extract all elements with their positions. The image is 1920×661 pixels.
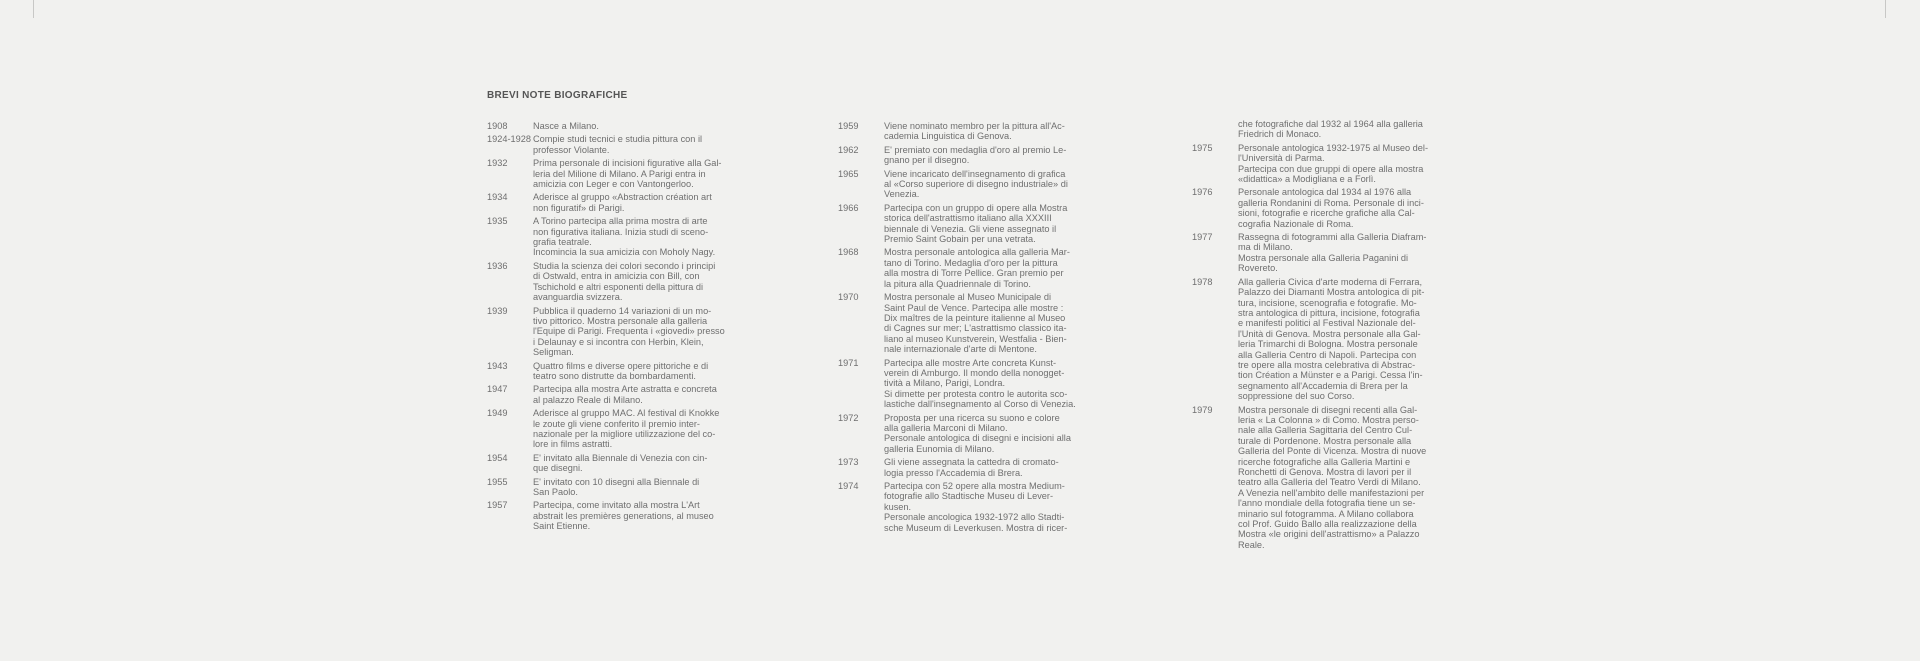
page-title: BREVI NOTE BIOGRAFICHE <box>487 90 628 101</box>
bio-entry <box>487 500 737 531</box>
column-2 <box>838 121 1088 536</box>
bio-year: 1965 <box>838 168 859 179</box>
bio-year: 1978 <box>1192 276 1213 287</box>
bio-year: 1949 <box>487 408 508 419</box>
bio-text: Partecipa con un gruppo di opere alla Mostra storica dell'astrattismo italiano alla XXXIII biennale di Venezia. Gli viene assegnato il Premio Saint Gobain per una vetrata. <box>884 202 1068 245</box>
bio-text: Mostra personale di disegni recenti alla Gal- leria « La Colonna » di Como. Mostra perso- nale alla Galleria Sagittaria del Centro Cul- turale di Pordenone. Mostra personale alla Galleria del Ponte di Vicenza. Mostra di nuove ricerche fotografiche alla Galleria Martini e Ronchetti di Genova. Mostra di lavori per il teatro alla Galleria del Teatro Verdi di Milano. A Venezia nell'ambito delle manifestazioni per l'anno mondiale della fotografia tiene un se- minario sul fotogramma. A Milano collabora col Prof. Guido Ballo alla realizzazione della Mostra «le origini dell'astrattismo» a Palazzo Reale. <box>1238 404 1427 550</box>
bio-entry <box>487 361 737 382</box>
bio-year: 1924-1928 <box>487 134 531 145</box>
bio-text: Viene nominato membro per la pittura all'Ac- cademia Linguistica di Genova. <box>884 121 1065 142</box>
bio-entry <box>838 169 1088 200</box>
bio-text: Prima personale di incisioni figurative alla Gal- leria del Milione di Milano. A Parigi entra in amicizia con Leger e con Vantongerloo. <box>533 158 722 190</box>
bio-text: Mostra personale al Museo Municipale di Saint Paul de Vence. Partecipa alle mostre : Dix maîtres de la peinture italienne al Museo di Cagnes sur mer; L'astrattismo classico ita- liano al museo Kunstverein, Westfalia - Bien- nale internazionale d'arte di Mentone. <box>884 292 1067 355</box>
bio-entry <box>1192 232 1442 274</box>
bio-text: Rassegna di fotogrammi alla Galleria Diafram- ma di Milano. Mostra personale alla Galleria Paganini di Rovereto. <box>1238 232 1427 274</box>
bio-entry <box>838 203 1088 245</box>
bio-text: Studia la scienza dei colori secondo i principi di Ostwald, entra in amicizia con Bill, con Tschichold e altri esponenti della pittura di avanguardia svizzera. <box>533 260 716 303</box>
bio-text: Aderisce al gruppo «Abstraction création art non figuratif» di Parigi. <box>533 192 712 213</box>
bio-year: 1908 <box>487 121 508 131</box>
bio-entry <box>838 292 1088 354</box>
bio-text: Viene incaricato dell'insegnamento di grafica al «Corso superiore di disegno industriale» di Venezia. <box>884 168 1068 200</box>
bio-year: 1954 <box>487 452 508 463</box>
bio-year: 1974 <box>838 481 859 491</box>
bio-text: Proposta per una ricerca su suono e colore alla galleria Marconi di Milano. Personale antologica di disegni e incisioni alla galleria Eunomia di Milano. <box>884 412 1071 454</box>
bio-year: 1976 <box>1192 187 1213 198</box>
bio-entry <box>487 158 737 189</box>
bio-text: che fotografiche dal 1932 al 1964 alla galleria Friedrich di Monaco. <box>1238 119 1423 140</box>
bio-entry <box>838 481 1088 533</box>
bio-entry <box>487 192 737 213</box>
bio-entry <box>487 453 737 474</box>
bio-text: Aderisce al gruppo MAC. Al festival di Knokke le zoute gli viene conferito il premio inter- nazionale per la migliore utilizzazione del co- lore in films astratti. <box>533 408 720 450</box>
bio-year: 1955 <box>487 476 508 487</box>
bio-year: 1962 <box>838 144 859 155</box>
bio-year: 1975 <box>1192 142 1213 153</box>
bio-year: 1968 <box>838 247 859 258</box>
bio-year: 1971 <box>838 357 859 368</box>
bio-text: Quattro films e diverse opere pittoriche e di teatro sono distrutte da bombardamenti. <box>533 360 709 381</box>
bio-year: 1977 <box>1192 232 1213 243</box>
bio-year: 1957 <box>487 500 508 511</box>
bio-text: Partecipa alla mostra Arte astratta e concreta al palazzo Reale di Milano. <box>533 384 717 405</box>
bio-year: 1935 <box>487 216 508 227</box>
bio-text: A Torino partecipa alla prima mostra di arte non figurativa italiana. Inizia studi di sceno- grafia teatrale. Incomincia la sua amicizia con Moholy Nagy. <box>533 216 716 258</box>
bio-entry <box>838 413 1088 455</box>
bio-text: E' invitato alla Biennale di Venezia con cin- que disegni. <box>533 452 708 474</box>
bio-year: 1966 <box>838 202 859 213</box>
column-3 <box>1192 119 1442 553</box>
bio-text: Partecipa, come invitato alla mostra L'Art abstrait les premières generations, al museo Saint Etienne. <box>533 500 714 532</box>
bio-text: Partecipa con 52 opere alla mostra Medium- fotografie allo Stadtische Museu di Lever- kusen. Personale ancologica 1932-1972 allo Stadti- sche Museum di Leverkusen. Mostra di ricer- <box>884 481 1068 533</box>
crop-mark-left <box>33 0 34 18</box>
bio-entry <box>1192 405 1442 551</box>
bio-year: 1979 <box>1192 404 1213 415</box>
bio-entry <box>838 121 1088 142</box>
bio-text: Personale antologica 1932-1975 al Museo del- l'Università di Parma. Partecipa con due gruppi di opere alla mostra «didattica» a Modigliana e a Forlì. <box>1238 142 1429 185</box>
bio-entry <box>487 306 737 358</box>
bio-entry <box>487 261 737 303</box>
bio-year: 1939 <box>487 305 508 316</box>
bio-entry <box>838 145 1088 166</box>
bio-text: Personale antologica dal 1934 al 1976 alla galleria Rondanini di Roma. Personale di inci- sioni, fotografie e ricerche grafiche alla Cal- cografia Nazionale di Roma. <box>1238 187 1424 229</box>
bio-entry <box>1192 143 1442 185</box>
bio-text: Nasce a Milano. <box>533 121 599 131</box>
bio-year: 1943 <box>487 360 508 371</box>
bio-text: Pubblica il quaderno 14 variazioni di un mo- tivo pittorico. Mostra personale alla galleria l'Equipe di Parigi. Frequenta i «giovedi» presso i Delaunay e si incontra con Herbin, Klein, Seligman. <box>533 305 725 358</box>
bio-text: Alla galleria Civica d'arte moderna di Ferrara, Palazzo dei Diamanti Mostra antologica di pit- tura, incisione, scenografia e fotografie. Mo- stra antologica di pittura, incisione, fotografia e manifesti politici al Festival Nazionale del- l'Unità di Genova. Mostra personale alla Gal- leria Trimarchi di Bologna. Mostra personale alla Galleria Centro di Napoli. Partecipa con tre opere alla mostra celebrativa di Abstrac- tion Création a Münster e a Parigi. Cessa l'in- segnamento all'Accademia di Brera per la soppressione del suo Corso. <box>1238 276 1425 402</box>
bio-text: Partecipa alle mostre Arte concreta Kunst- verein di Amburgo. Il mondo della nonogget- tività a Milano, Parigi, Londra. Si dimette per protesta contro le autorita sco- lastiche dall'insegnamento al Corso di Venezia. <box>884 357 1076 410</box>
bio-text: E' invitato con 10 disegni alla Biennale di San Paolo. <box>533 476 700 497</box>
bio-year: 1972 <box>838 412 859 423</box>
column-1 <box>487 121 737 535</box>
bio-text: Mostra personale antologica alla galleria Mar- tano di Torino. Medaglia d'oro per la pittura alla mostra di Torre Pellice. Gran premio per la pitura alla Quadriennale di Torino. <box>884 247 1070 289</box>
bio-entry <box>838 247 1088 289</box>
bio-entry <box>838 457 1088 478</box>
bio-entry <box>487 477 737 498</box>
bio-entry <box>487 216 737 258</box>
bio-year <box>1192 119 1238 140</box>
bio-entry <box>1192 277 1442 402</box>
bio-entry <box>487 121 737 131</box>
crop-mark-right <box>1885 0 1886 18</box>
bio-entry <box>487 408 737 450</box>
bio-text: E' premiato con medaglia d'oro al premio Le- gnano per il disegno. <box>884 144 1067 166</box>
bio-entry <box>487 134 737 155</box>
bio-entry <box>1192 187 1442 229</box>
bio-text: Gli viene assegnata la cattedra di cromato- logia presso l'Accademia di Brera. <box>884 457 1059 478</box>
bio-year: 1932 <box>487 158 508 169</box>
bio-year: 1959 <box>838 121 859 131</box>
bio-entry <box>487 384 737 405</box>
bio-text: Compie studi tecnici e studia pittura con il professor Violante. <box>533 134 703 155</box>
bio-entry <box>838 358 1088 410</box>
bio-year: 1973 <box>838 457 859 468</box>
bio-year: 1970 <box>838 292 859 303</box>
bio-year: 1934 <box>487 192 508 203</box>
bio-entry <box>1192 119 1442 140</box>
bio-year: 1936 <box>487 260 508 271</box>
bio-year: 1947 <box>487 384 508 395</box>
